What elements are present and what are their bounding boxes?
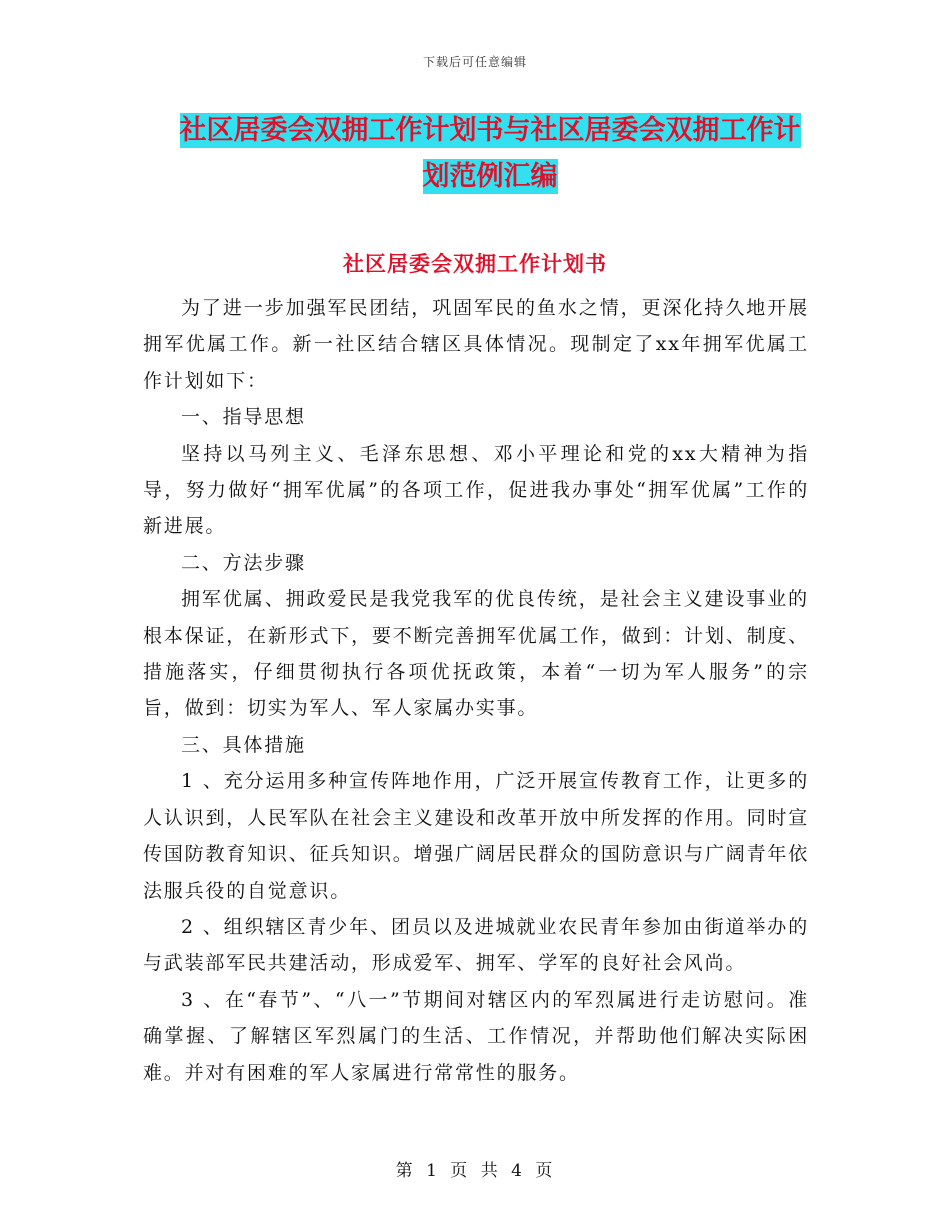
header-note: 下载后可任意编辑	[422, 55, 527, 69]
paragraph-intro: 为了进一步加强军民团结，巩固军民的鱼水之情，更深化持久地开展拥军优属工作。新一社区结合辖区具体情况。现制定了xx年拥军优属工作计划如下：	[143, 297, 809, 392]
document-body	[143, 290, 809, 1091]
paragraph-measure-2: 2 、组织辖区青少年、团员以及进城就业农民青年参加由街道举办的与武装部军民共建活动，形成爱军、拥军、学军的良好社会风尚。	[143, 915, 809, 975]
paragraph-measure-3: 3 、在“春节”、“八一”节期间对辖区内的军烈属进行走访慰问。准确掌握、了解辖区军烈属门的生活、工作情况，并帮助他们解决实际困难。并对有困难的军人家属进行常常性的服务。	[143, 988, 809, 1084]
paragraph-methods-steps: 拥军优属、拥政爱民是我党我军的优良传统，是社会主义建设事业的根本保证，在新形式下，要不断完善拥军优属工作，做到：计划、制度、措施落实，仔细贯彻执行各项优抚政策，本着“一切为军人服务”的宗旨，做到：切实为军人、军人家属办实事。	[143, 588, 809, 720]
paragraph-measure-1: 1 、充分运用多种宣传阵地作用，广泛开展宣传教育工作，让更多的人认识到，人民军队在社会主义建设和改革开放中所发挥的作用。同时宣传国防教育知识、征兵知识。增强广阔居民群众的国防意识与广阔青年依法服兵役的自觉意识。	[143, 770, 809, 902]
main-title-line-2: 划范例汇编	[422, 161, 558, 192]
section-title: 社区居委会双拥工作计划书	[343, 252, 607, 276]
paragraph-guiding-ideology: 坚持以马列主义、毛泽东思想、邓小平理论和党的xx大精神为指导，努力做好“拥军优属”的各项工作，促进我办事处“拥军优属”工作的新进展。	[143, 442, 809, 538]
document-main-title	[140, 108, 840, 200]
heading-methods-steps: 二、方法步骤	[181, 551, 306, 574]
heading-specific-measures: 三、具体措施	[181, 733, 306, 756]
page-number-footer: 第 1 页 共 4 页	[395, 1161, 555, 1181]
main-title-line-1: 社区居委会双拥工作计划书与社区居委会双拥工作计	[179, 115, 801, 146]
heading-guiding-ideology: 一、指导思想	[181, 406, 306, 429]
